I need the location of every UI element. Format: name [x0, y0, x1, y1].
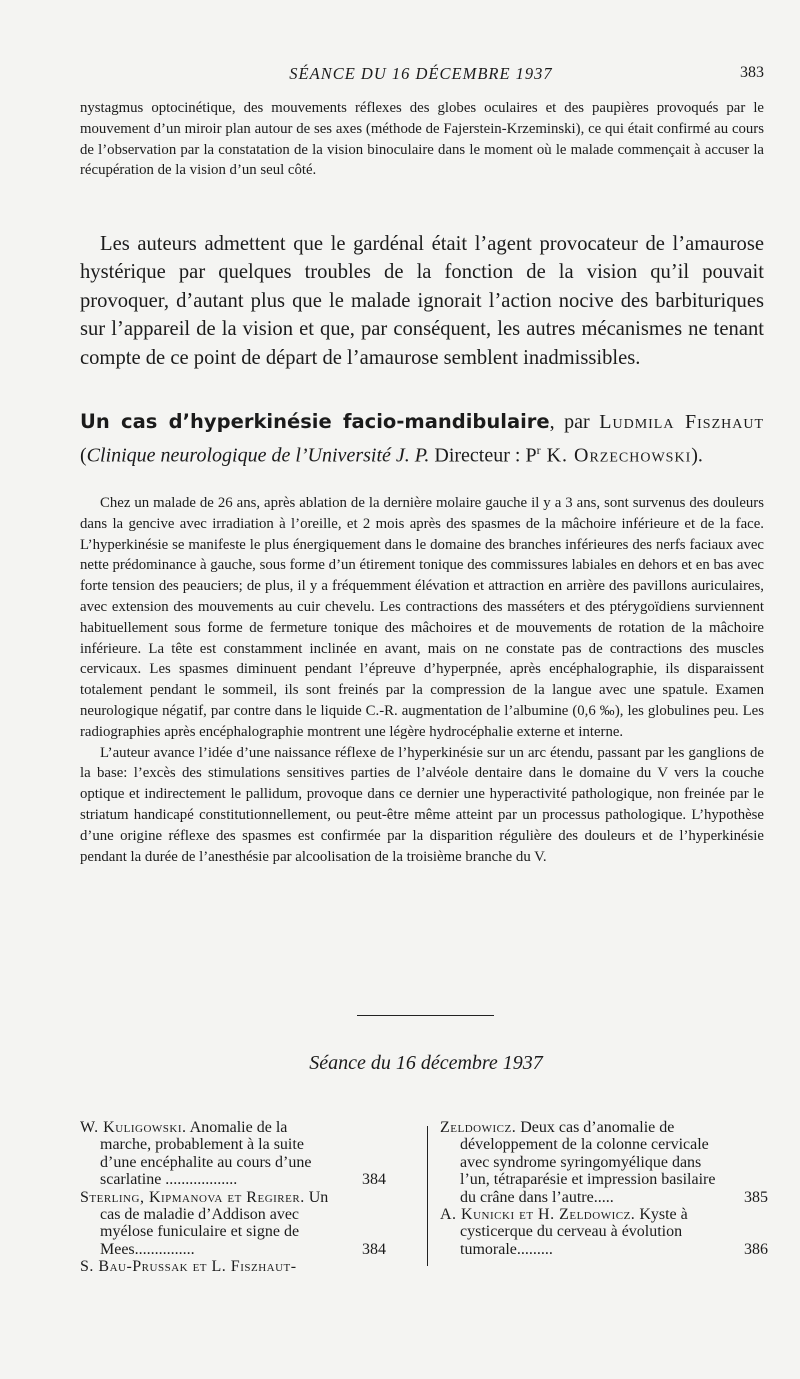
toc-entry — [80, 1189, 386, 1259]
toc-entry-author: Zeldowicz. — [440, 1119, 517, 1136]
conclusion-paragraph: Les auteurs admettent que le gardénal était l’agent provocateur de l’amaurose hystérique par quelques troubles de la fonction de la vision qu’il pouvait provoquer, d’autant plus que le malade ignorait l’action nocive des barbituriques sur l’appareil de la vision et que, par conséquent, les autres mécanismes ne tenant compte de ce point de départ de l’amaurose semblent inadmissibles. — [80, 233, 764, 369]
toc-entry-title: Kyste à cysticerque du cerveau à évolution tumorale......... — [460, 1206, 688, 1258]
open-paren: ( — [80, 444, 87, 467]
toc-entry-title: Deux cas d’anomalie de développement de la colonne cervicale avec syndrome syringomyélique dans l’un, tétraparésie et impression basilaire du crâne dans l’autre..... — [460, 1119, 716, 1206]
page-header — [78, 64, 764, 88]
page-number: 383 — [740, 64, 764, 81]
article-clinic: Clinique neurologique de l’Université J. P. — [86, 444, 430, 467]
article-title: Un cas d’hyperkinésie facio-mandibulaire — [80, 410, 550, 433]
toc-entry-author: S. Bau-Prussak et L. Fiszhaut- — [80, 1258, 297, 1276]
article-body — [80, 493, 764, 867]
toc-entry — [80, 1119, 386, 1189]
article-author: Ludmila Fiszhaut — [599, 411, 764, 433]
toc-column-left — [80, 1119, 386, 1276]
toc-entry — [440, 1206, 768, 1258]
close-paren: ). — [691, 444, 703, 467]
toc-column-divider — [427, 1126, 428, 1266]
toc-entry-title: Anomalie de la marche, probablement à la suite d’une encéphalite au cours d’une scarlatine .................. — [100, 1119, 312, 1189]
toc-entry-page: 384 — [362, 1171, 386, 1189]
toc-entry-author: Sterling, Kipmanova et Regirer. — [80, 1188, 305, 1206]
director-name: K. Orzechowski — [540, 444, 692, 467]
conclusion-block — [80, 230, 764, 372]
article-heading — [80, 408, 764, 470]
toc-entry-author: W. Kuligowski. — [80, 1119, 187, 1136]
continued-paragraph: nystagmus optocinétique, des mouvements réflexes des globes oculaires et des paupières provoqués par le mouvement d’un miroir plan autour de ses axes (méthode de Fajerstein-Krzeminski), ce qui était confirmé au cours de l’observation par la constatation de la vision binoculaire dans le moment où le malade commençait à accuser la récupération de la vision d’un seul côté. — [80, 100, 764, 179]
toc-entry-author: A. Kunicki et H. Zeldowicz. — [440, 1206, 636, 1224]
toc-entry — [440, 1119, 768, 1206]
toc-entry-page: 385 — [744, 1188, 768, 1206]
toc-entry-title: Un cas de maladie d’Addison avec myélose funiculaire et signe de Mees............... — [100, 1188, 329, 1258]
section-divider — [357, 1015, 494, 1016]
toc-column-right — [440, 1119, 768, 1258]
director-prefix: Directeur : P — [429, 444, 537, 467]
article-paragraph-2: L’auteur avance l’idée d’une naissance réflexe de l’hyperkinésie sur un arc étendu, passant par les ganglions de la base: l’excès des stimulations sensitives parties de l’alvéole dentaire dans le domaine du V vers la couche optique et indirectement le pallidum, provoque dans ce dernier une hyperactivité pathologique, non freinée par le striatum handicapé constitutionnellement, ou peut-être même atteint par un processus pathologique. L’hypothèse d’une origine réflexe des spasmes est confirmée par la disparition régulière des douleurs et de l’hyperkinésie pendant la durée de l’anesthésie par alcoolisation de la troisième branche du V. — [80, 744, 764, 865]
toc-entry-page: 384 — [362, 1240, 386, 1258]
toc-entry — [80, 1258, 386, 1275]
article-by: , par — [549, 411, 600, 433]
toc-entry-page: 386 — [744, 1240, 768, 1258]
article-paragraph-1: Chez un malade de 26 ans, après ablation de la dernière molaire gauche il y a 3 ans, sont survenus des douleurs dans la gencive avec irradiation à l’oreille, et 2 mois après des spasmes de la mâchoire inférieure et de la face. L’hyperkinésie se manifeste le plus énergiquement dans le domaine des branches inférieures des nerfs faciaux avec nette prédominance à gauche, sous forme d’un étirement tonique des commissures labiales en dehors et en bas avec forte tension des peauciers; de plus, il y a fréquemment élévation et attraction en arrière des pavillons auriculaires, avec extension des mouvements au cuir chevelu. Les contractions des masséters et des ptérygoïdiens surviennent habituellement sous forme de fermeture tonique des mâchoires et de mouvements de rotation de la mâchoire inférieure. La tête est constamment inclinée en avant, mais on ne constate pas de contractions des muscles cervicaux. Les spasmes diminuent pendant l’épreuve d’hyperpnée, après encéphalographie, ils disparaissent totalement pendant le sommeil, ils sont freinés par la compression de la langue avec une spatule. Examen neurologique négatif, par contre dans le liquide C.-R. augmentation de l’albumine (0,6 ‰), les globulines peu. Les radiographies après encéphalographie montrent une légère hydrocéphalie externe et interne. — [80, 495, 764, 740]
session-title: Séance du 16 décembre 1937 — [309, 1052, 543, 1074]
running-title: SÉANCE DU 16 DÉCEMBRE 1937 — [289, 64, 553, 83]
director-title-sup: r — [536, 443, 541, 457]
